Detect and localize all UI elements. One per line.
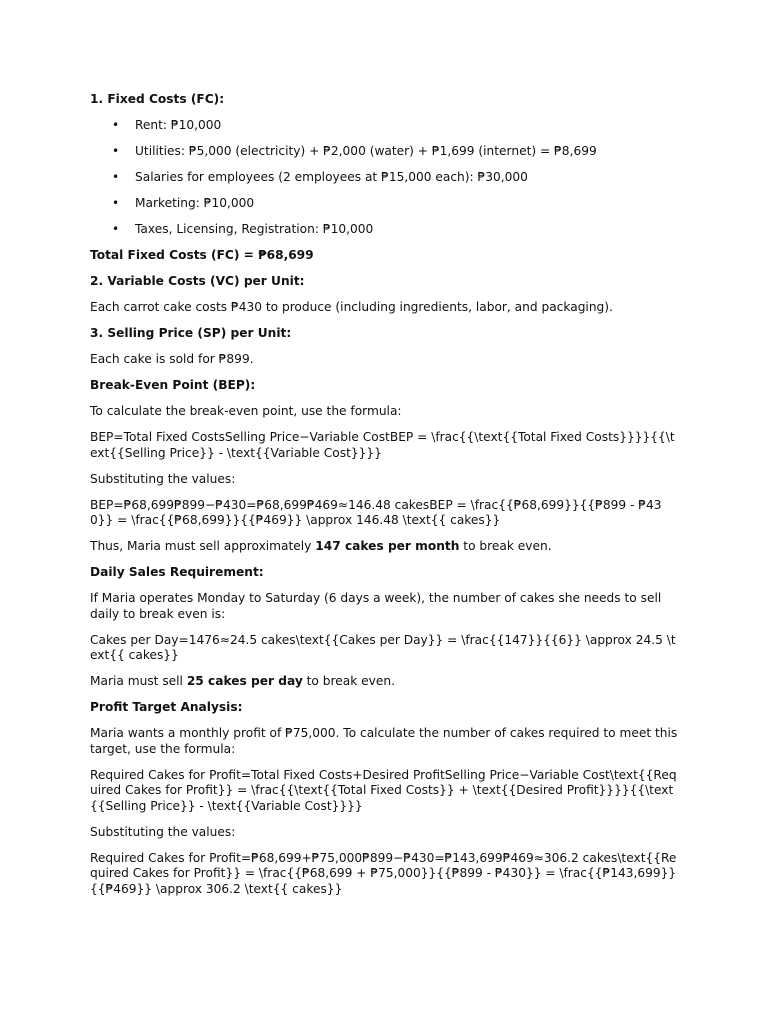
conclusion-post: to break even. [302,674,395,688]
total-fixed-costs: Total Fixed Costs (FC) = ₱68,699 [90,248,314,262]
profit-target-heading: Profit Target Analysis: [90,700,243,714]
selling-price-text: Each cake is sold for ₱899. [90,352,254,366]
list-item: • Taxes, Licensing, Registration: ₱10,000 [90,222,680,238]
break-even-heading: Break-Even Point (BEP): [90,378,256,392]
list-item: • Utilities: ₱5,000 (electricity) + ₱2,000 (water) + ₱1,699 (internet) = ₱8,699 [90,144,680,160]
daily-sales-formula: Cakes per Day=1476≈24.5 cakes\text{{Cakes per Day}} = \frac{{147}}{{6}} \approx 24.5 \text{{ cakes}} [90,632,676,662]
fixed-costs-heading: 1. Fixed Costs (FC): [90,92,225,106]
list-item: • Salaries for employees (2 employees at ₱15,000 each): ₱30,000 [90,170,680,186]
profit-target-calc: Required Cakes for Profit=₱68,699+₱75,000₱899−₱430=₱143,699₱469≈306.2 cakes\text{{Required Cakes for Profit}} = \frac{{₱68,699 + ₱75,000}}{{₱899 - ₱430}} = \frac{{₱143,699}}{{₱469}} \approx 306.2 \text{{ cakes}} [90,850,677,896]
selling-price-heading: 3. Selling Price (SP) per Unit: [90,326,292,340]
daily-sales-conclusion [90,674,680,690]
list-item: • Marketing: ₱10,000 [90,196,680,212]
profit-target-formula: Required Cakes for Profit=Total Fixed Costs+Desired ProfitSelling Price−Variable Cost\text{{Required Cakes for Profit}} = \frac{{\text{{Total Fixed Costs}} + \text{{Desired Profit}}}}{{\text{{Selling Price}} - \text{{Variable Cost}}}} [90,767,677,813]
break-even-conclusion [90,539,680,555]
break-even-formula: BEP=Total Fixed CostsSelling Price−Variable CostBEP = \frac{{\text{{Total Fixed Costs}}}}{{\text{{Selling Price}} - \text{{Variable Cost}}}} [90,430,675,460]
document-page [90,92,680,908]
conclusion-pre: Thus, Maria must sell approximately [90,539,316,553]
fixed-costs-list [90,118,680,238]
conclusion-bold: 25 cakes per day [186,674,303,688]
conclusion-bold: 147 cakes per month [315,539,460,553]
variable-costs-heading: 2. Variable Costs (VC) per Unit: [90,274,305,288]
conclusion-pre: Maria must sell [90,674,187,688]
break-even-calc: BEP=₱68,699₱899−₱430=₱68,699₱469≈146.48 cakesBEP = \frac{{₱68,699}}{{₱899 - ₱430}} = \frac{{₱68,699}}{{₱469}} \approx 146.48 \text{{ cakes}} [90,497,662,527]
break-even-substituting: Substituting the values: [90,471,236,486]
conclusion-post: to break even. [459,539,552,553]
break-even-intro: To calculate the break-even point, use the formula: [90,404,402,418]
variable-costs-text: Each carrot cake costs ₱430 to produce (including ingredients, labor, and packaging). [90,300,613,314]
daily-sales-heading: Daily Sales Requirement: [90,565,264,579]
profit-target-intro: Maria wants a monthly profit of ₱75,000. To calculate the number of cakes required to meet this target, use the formula: [90,726,678,756]
list-item: • Rent: ₱10,000 [90,118,680,134]
daily-sales-intro: If Maria operates Monday to Saturday (6 days a week), the number of cakes she needs to sell daily to break even is: [90,591,662,621]
profit-target-substituting: Substituting the values: [90,824,236,839]
